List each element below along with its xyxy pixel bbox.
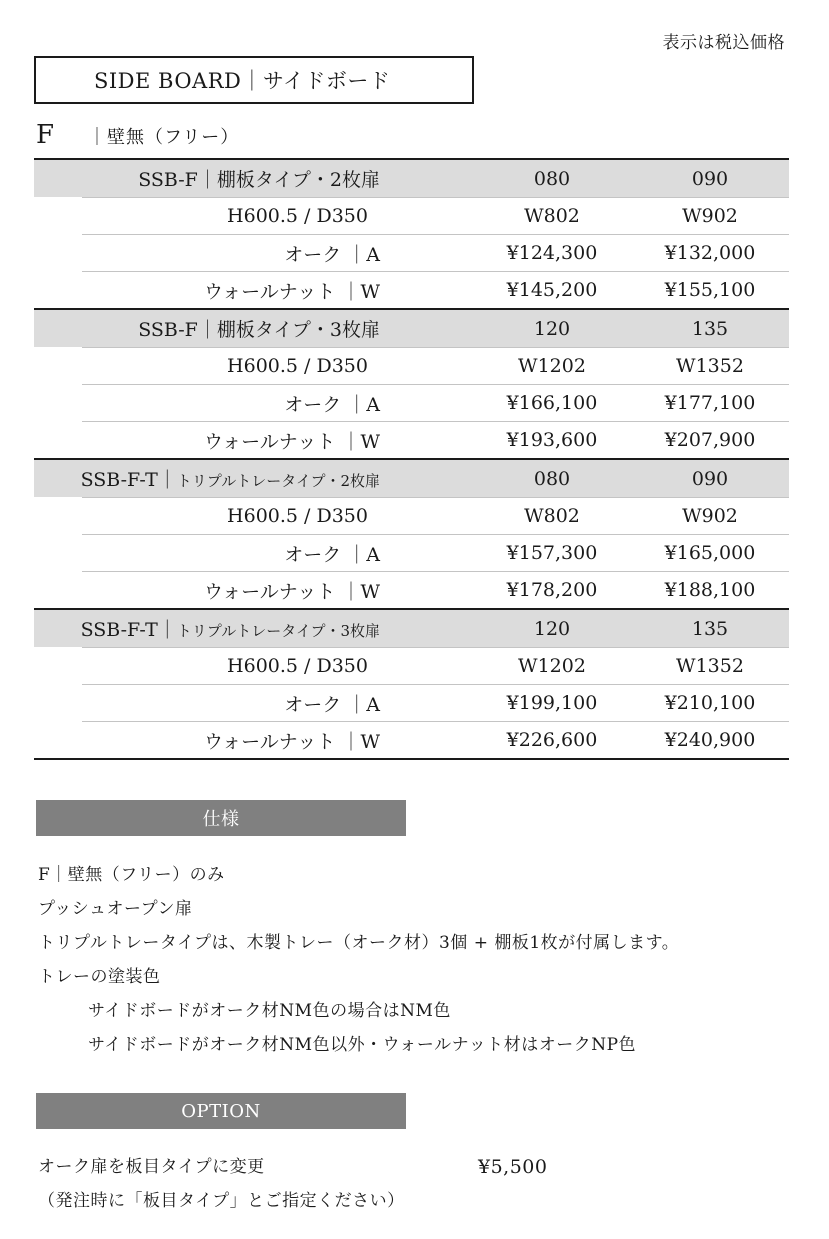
option-price: ¥5,500 [478,1156,548,1178]
width-value: W1202 [518,655,586,677]
walnut-price-row [82,571,789,608]
oak-label: オーク ｜A [284,543,380,566]
size-code: 135 [691,617,729,640]
price-value: ¥124,300 [506,242,598,264]
width-value: W1352 [676,355,744,377]
width-value: W1202 [518,355,586,377]
width-value: W902 [682,205,738,227]
oak-price-row [82,684,789,721]
width-value: W902 [682,505,738,527]
model-code: SSB-F｜ [138,169,217,191]
product-group [34,158,789,308]
spec-indented-line: サイドボードがオーク材NM色以外・ウォールナット材はオークNP色 [88,1035,637,1055]
section-heading [36,120,239,150]
option-section [38,1150,547,1218]
model-code: SSB-F｜ [138,319,217,341]
spec-line: トリプルトレータイプは、木製トレー（オーク材）3個 + 棚板1枚が付属します。 [38,933,680,953]
model-type: トリプルトレータイプ・2枚扉 [176,472,380,490]
spec-section [38,858,679,1062]
dimension-label: H600.5 / D350 [227,655,368,677]
price-value: ¥132,000 [664,242,756,264]
walnut-label: ウォールナット ｜W [203,580,380,603]
section-code: F [36,120,55,150]
model-type: トリプルトレータイプ・3枚扉 [176,622,380,640]
dimension-row [82,347,789,384]
spec-line: トレーの塗装色 [38,967,161,987]
size-code: 090 [691,467,729,490]
oak-label: オーク ｜A [284,693,380,716]
price-value: ¥157,300 [506,542,598,564]
model-label [34,465,380,492]
dimension-label: H600.5 / D350 [227,355,368,377]
group-header-row [34,460,789,497]
oak-price-row [82,534,789,571]
price-table [34,158,789,760]
product-group [34,458,789,608]
option-note: （発注時に「板目タイプ」とご指定ください） [38,1191,405,1211]
price-value: ¥188,100 [664,579,756,601]
walnut-price-row [82,721,789,758]
size-code: 120 [533,617,571,640]
price-value: ¥193,600 [506,429,598,451]
model-type: 棚板タイプ・2枚扉 [216,169,380,191]
product-group [34,608,789,758]
spec-line: プッシュオープン扉 [38,899,193,919]
model-code: SSB-F-T｜ [80,619,177,641]
price-value: ¥145,200 [506,279,598,301]
dimension-row [82,497,789,534]
page-title: SIDE BOARD｜サイドボード [34,56,474,104]
option-heading-bar: OPTION [36,1093,406,1129]
model-code: SSB-F-T｜ [80,469,177,491]
dimension-row [82,197,789,234]
group-header-row [34,610,789,647]
spec-indented-line: サイドボードがオーク材NM色の場合はNM色 [88,1001,451,1021]
spec-line: F｜壁無（フリー）のみ [38,865,225,885]
product-group [34,308,789,458]
price-value: ¥210,100 [664,692,756,714]
model-type: 棚板タイプ・3枚扉 [216,319,380,341]
price-value: ¥166,100 [506,392,598,414]
section-name: ｜壁無（フリー） [88,127,240,148]
price-value: ¥207,900 [664,429,756,451]
tax-note: 表示は税込価格 [662,33,785,53]
walnut-label: ウォールナット ｜W [203,730,380,753]
walnut-label: ウォールナット ｜W [203,280,380,303]
walnut-price-row [82,421,789,458]
spec-heading-bar: 仕様 [36,800,406,836]
model-label [34,315,380,342]
size-code: 135 [691,317,729,340]
size-code: 090 [691,167,729,190]
oak-label: オーク ｜A [284,243,380,266]
option-label: オーク扉を板目タイプに変更 [38,1157,265,1177]
dimension-label: H600.5 / D350 [227,205,368,227]
size-code: 080 [533,167,571,190]
size-code: 120 [533,317,571,340]
walnut-label: ウォールナット ｜W [203,430,380,453]
dimension-row [82,647,789,684]
price-value: ¥178,200 [506,579,598,601]
price-value: ¥165,000 [664,542,756,564]
size-code: 080 [533,467,571,490]
oak-price-row [82,384,789,421]
group-header-row [34,310,789,347]
dimension-label: H600.5 / D350 [227,505,368,527]
model-label [34,615,380,642]
walnut-price-row [82,271,789,308]
price-value: ¥199,100 [506,692,598,714]
width-value: W1352 [676,655,744,677]
oak-price-row [82,234,789,271]
oak-label: オーク ｜A [284,393,380,416]
width-value: W802 [524,205,580,227]
price-value: ¥226,600 [506,729,598,751]
price-value: ¥155,100 [664,279,756,301]
price-value: ¥240,900 [664,729,756,751]
group-header-row [34,160,789,197]
model-label [34,165,380,192]
price-value: ¥177,100 [664,392,756,414]
width-value: W802 [524,505,580,527]
